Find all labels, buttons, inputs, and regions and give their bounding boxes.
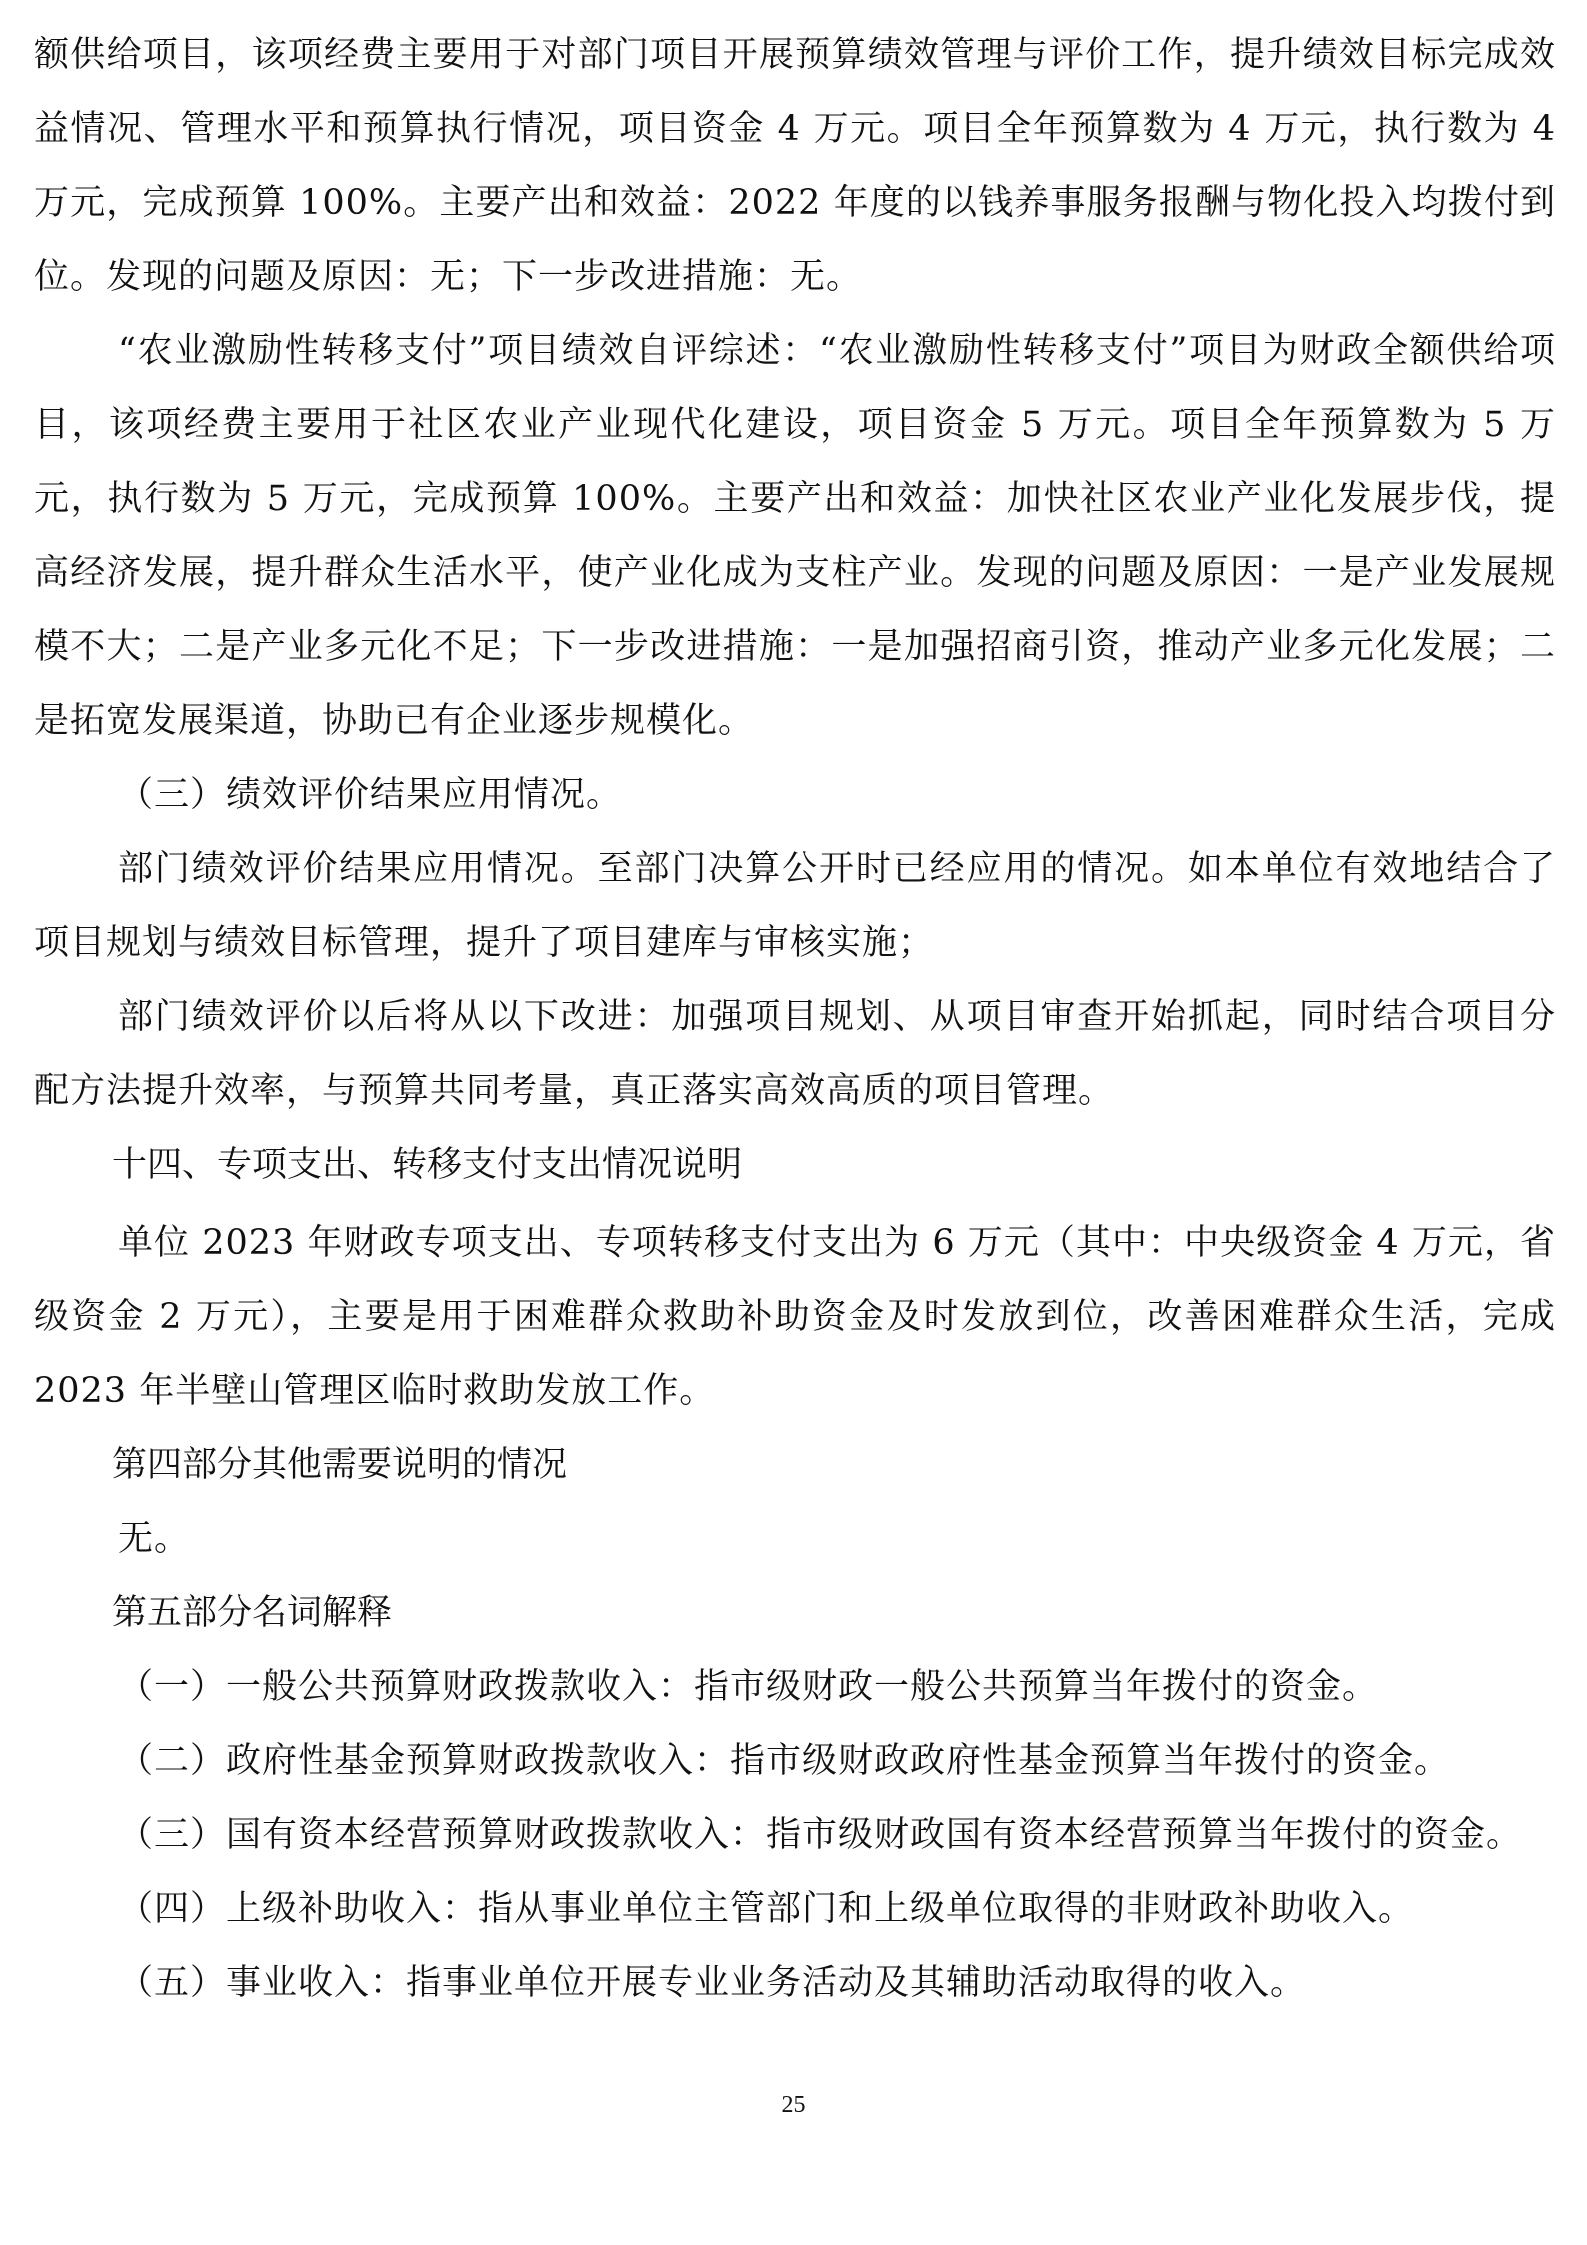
part-four-title: 第四部分其他需要说明的情况 <box>112 1445 568 1485</box>
definition-business-income: （五）事业收入：指事业单位开展专业业务活动及其辅助活动取得的收入。 <box>118 1963 1307 2003</box>
document-body <box>34 18 1556 2020</box>
subheading-evaluation-results-application: （三）绩效评价结果应用情况。 <box>118 775 623 815</box>
paragraph-project-performance-summary: 额供给项目，该项经费主要用于对部门项目开展预算绩效管理与评价工作，提升绩效目标完成效益情况、管理水平和预算执行情况，项目资金 4 万元。项目全年预算数为 4 万元，执行数为 4 万元，完成预算 100%。主要产出和效益：2022 年度的以钱养事服务报酬与物化投入均拨付到位。发现的问题及原因：无；下一步改进措施：无。 <box>34 35 1556 297</box>
paragraph-agriculture-incentive-transfer: “农业激励性转移支付”项目绩效自评综述：“农业激励性转移支付”项目为财政全额供给项目，该项经费主要用于社区农业产业现代化建设，项目资金 5 万元。项目全年预算数为 5 万元，执行数为 5 万元，完成预算 100%。主要产出和效益：加快社区农业产业化发展步伐，提高经济发展，提升群众生活水平，使产业化成为支柱产业。发现的问题及原因：一是产业发展规模不大；二是产业多元化不足；下一步改进措施：一是加强招商引资，推动产业多元化发展；二是拓宽发展渠道，协助已有企业逐步规模化。 <box>34 331 1556 741</box>
paragraph-improvements: 部门绩效评价以后将从以下改进：加强项目规划、从项目审查开始抓起，同时结合项目分配方法提升效率，与预算共同考量，真正落实高效高质的项目管理。 <box>34 997 1556 1111</box>
part-five-title: 第五部分名词解释 <box>112 1593 393 1633</box>
paragraph-results-application: 部门绩效评价结果应用情况。至部门决算公开时已经应用的情况。如本单位有效地结合了项目规划与绩效目标管理，提升了项目建库与审核实施； <box>34 849 1556 963</box>
paragraph-special-expenditure: 单位 2023 年财政专项支出、专项转移支付支出为 6 万元（其中：中央级资金 4 万元，省级资金 2 万元），主要是用于困难群众救助补助资金及时发放到位，改善困难群众生活，完成 2023 年半壁山管理区临时救助发放工作。 <box>34 1223 1556 1411</box>
section-heading-special-expenditure: 十四、专项支出、转移支付支出情况说明 <box>112 1145 743 1185</box>
part-four-body: 无。 <box>118 1519 191 1559</box>
definition-general-public-budget: （一）一般公共预算财政拨款收入：指市级财政一般公共预算当年拨付的资金。 <box>118 1667 1379 1707</box>
page-number: 25 <box>781 2092 806 2118</box>
definition-state-capital-budget: （三）国有资本经营预算财政拨款收入：指市级财政国有资本经营预算当年拨付的资金。 <box>118 1815 1523 1855</box>
definition-superior-subsidy-income: （四）上级补助收入：指从事业单位主管部门和上级单位取得的非财政补助收入。 <box>118 1889 1415 1929</box>
definition-government-fund-budget: （二）政府性基金预算财政拨款收入：指市级财政政府性基金预算当年拨付的资金。 <box>118 1741 1451 1781</box>
